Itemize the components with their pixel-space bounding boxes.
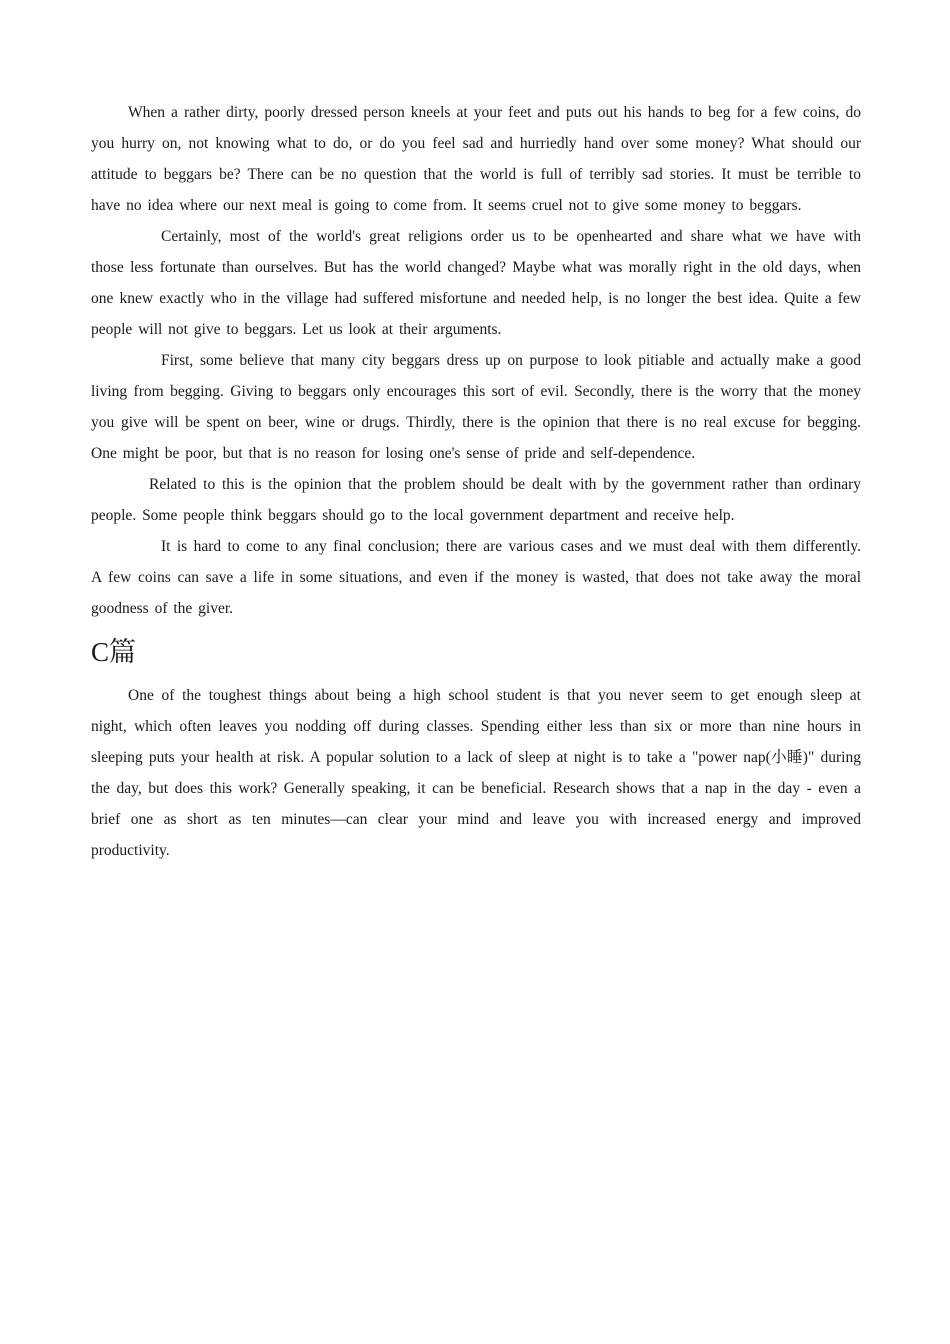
- article-b-paragraph-1: When a rather dirty, poorly dressed person kneels at your feet and puts out his hands to beg for a few coins, do you hurry on, not knowing what to do, or do you feel sad and hurriedly hand over some money? What should our attitude to beggars be? There can be no question that the world is full of terribly sad stories. It must be terrible to have no idea where our next meal is going to come from. It seems cruel not to give some money to beggars.: [91, 104, 861, 214]
- article-c-paragraph-1: One of the toughest things about being a high school student is that you never seem to get enough sleep at night, which often leaves you nodding off during classes. Spending either less than six or more than nine hours in sleeping puts your health at risk. A popular solution to a lack of sleep at night is to take a "power nap(小睡)" during the day, but does this work? Generally speaking, it can be beneficial. Research shows that a nap in the day - even a brief one as short as ten minutes—can clear your mind and leave you with increased energy and improved productivity.: [91, 687, 861, 859]
- article-b-paragraph-2: Certainly, most of the world's great religions order us to be openhearted and share what we have with those less fortunate than ourselves. But has the world changed? Maybe what was morally right in the old days, when one knew exactly who in the village had suffered misfortune and needed help, is no longer the best idea. Quite a few people will not give to beggars. Let us look at their arguments.: [91, 228, 861, 338]
- article-b-paragraph-3: First, some believe that many city beggars dress up on purpose to look pitiable and actually make a good living from begging. Giving to beggars only encourages this sort of evil. Secondly, there is the worry that the money you give will be spent on beer, wine or drugs. Thirdly, there is the opinion that there is no real excuse for begging. One might be poor, but that is no reason for losing one's sense of pride and self-dependence.: [91, 352, 861, 462]
- article-b-paragraph-5: It is hard to come to any final conclusion; there are various cases and we must deal with them differently. A few coins can save a life in some situations, and even if the money is wasted, that does not take away the moral goodness of the giver.: [91, 538, 861, 617]
- article-b-paragraph-4: Related to this is the opinion that the problem should be dealt with by the government rather than ordinary people. Some people think beggars should go to the local government department and receive help.: [91, 476, 861, 524]
- document-page: [91, 97, 861, 866]
- section-heading-c: C篇: [91, 637, 137, 667]
